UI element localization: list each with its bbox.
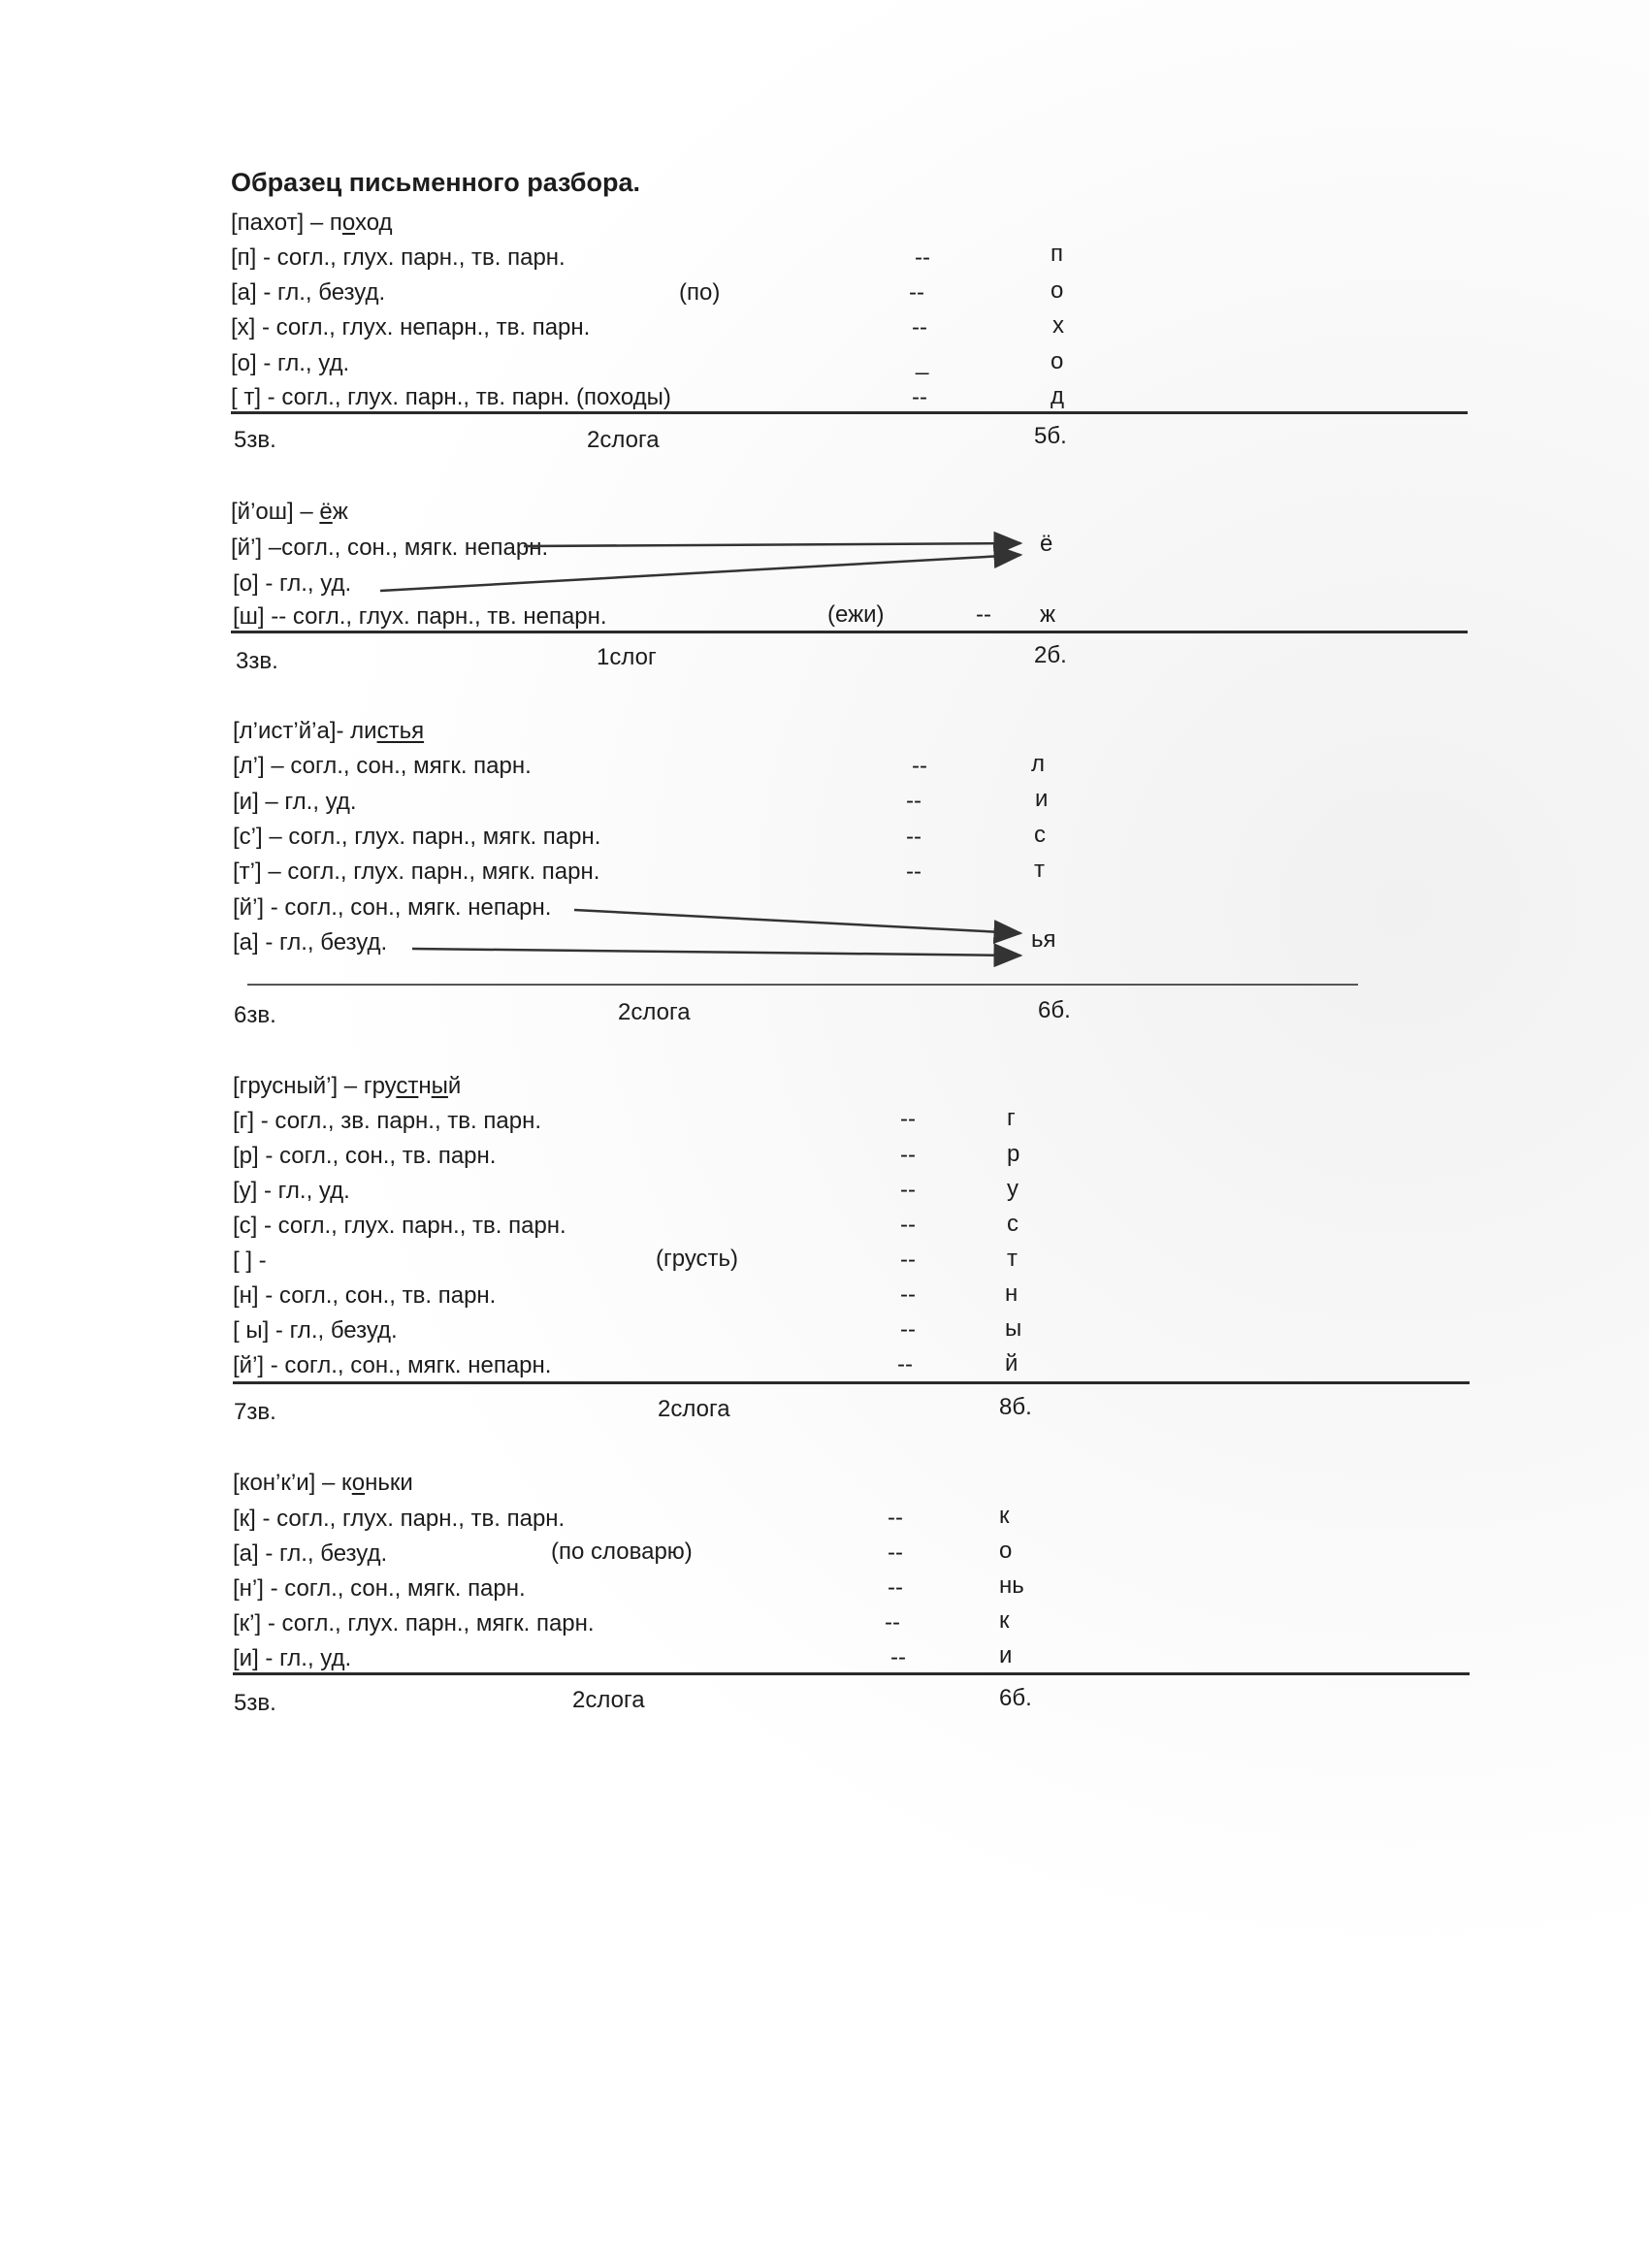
section-4-row-7-dash: -- <box>900 1316 916 1343</box>
section-3-letter-count: 6б. <box>1038 997 1071 1023</box>
section-5-row-4-sound: [к’] - согл., глух. парн., мягк. парн. <box>233 1610 595 1636</box>
section-1-transcription: [пахот] – <box>231 210 324 236</box>
section-5-row-2-sound: [а] - гл., безуд. <box>233 1540 388 1567</box>
section-4-row-4-dash: -- <box>900 1212 916 1238</box>
section-1-row-5-dash: -- <box>912 384 927 410</box>
section-4-row-6-dash: -- <box>900 1281 916 1308</box>
section-1-row-1-dash: -- <box>915 244 930 271</box>
section-4-row-2-sound: [р] - согл., сон., тв. парн. <box>233 1143 497 1169</box>
section-1-row-5-letter: д <box>1051 383 1065 409</box>
section-1-row-2-dash: -- <box>909 279 924 306</box>
section-3-row-1-dash: -- <box>912 753 927 779</box>
section-5-row-5-sound: [и] - гл., уд. <box>233 1645 352 1671</box>
section-5-row-5-letter: и <box>999 1642 1013 1669</box>
section-3-row-5-sound: [й’] - согл., сон., мягк. непарн. <box>233 894 552 921</box>
section-3-syllable-count: 2слога <box>618 999 691 1025</box>
section-5-row-2-dash: -- <box>888 1539 903 1566</box>
section-5-row-1-dash: -- <box>888 1505 903 1531</box>
section-4-letter-count: 8б. <box>999 1394 1032 1420</box>
section-3-row-1-sound: [л’] – согл., сон., мягк. парн. <box>233 753 532 779</box>
arrow-yo-2 <box>380 555 1020 591</box>
section-4-row-7-letter: ы <box>1005 1315 1022 1342</box>
section-5-syllable-count: 2слога <box>572 1687 645 1713</box>
section-1-letter-count: 5б. <box>1034 423 1067 449</box>
section-3-row-2-sound: [и] – гл., уд. <box>233 789 357 815</box>
section-4-row-6-sound: [н] - согл., сон., тв. парн. <box>233 1282 497 1309</box>
section-4-transcription: [грусный’] – <box>233 1073 358 1099</box>
section-3-row-1-letter: л <box>1031 751 1046 777</box>
section-1-row-5-sound: [ т] - согл., глух. парн., тв. парн. (походы) <box>231 384 671 410</box>
section-4-sound-count: 7зв. <box>234 1399 276 1425</box>
section-3-row-2-letter: и <box>1035 786 1049 812</box>
section-5-letter-count: 6б. <box>999 1685 1032 1711</box>
section-4-syllable-count: 2слога <box>658 1396 730 1422</box>
section-4-row-3-dash: -- <box>900 1177 916 1203</box>
page-title: Образец письменного разбора. <box>231 168 640 197</box>
section-5-row-4-dash: -- <box>885 1609 900 1636</box>
section-2-sound-count: 3зв. <box>236 648 278 674</box>
section-4-row-8-sound: [й’] - согл., сон., мягк. непарн. <box>233 1352 552 1378</box>
section-1-row-1-letter: п <box>1051 241 1063 267</box>
section-3-row-4-dash: -- <box>906 859 922 885</box>
section-3-row-4-sound: [т’] – согл., глух. парн., мягк. парн. <box>233 859 600 885</box>
section-1-word: поход <box>329 210 393 236</box>
section-5-row-1-letter: к <box>999 1503 1010 1529</box>
section-3-transcription: [л’ист’й’а]- <box>233 718 344 744</box>
section-1-row-1-sound: [п] - согл., глух. парн., тв. парн. <box>231 244 566 271</box>
section-4-row-5-sound: [ ] - <box>233 1247 267 1274</box>
section-1-syllable-count: 2слога <box>587 427 660 453</box>
section-3-row-4-letter: т <box>1034 857 1045 883</box>
section-4-row-1-letter: г <box>1007 1105 1016 1131</box>
section-4-row-3-sound: [у] - гл., уд. <box>233 1178 350 1204</box>
section-1-row-2-note: (по) <box>679 279 721 306</box>
section-4-row-5-letter: т <box>1007 1246 1018 1272</box>
section-4-row-3-letter: у <box>1007 1176 1018 1202</box>
section-4-row-2-letter: р <box>1007 1141 1020 1167</box>
section-2-row-3-dash: -- <box>976 601 991 628</box>
section-2-letter-count: 2б. <box>1034 642 1067 668</box>
section-3-row-3-sound: [с’] – согл., глух. парн., мягк. парн. <box>233 824 601 850</box>
section-5-row-1-sound: [к] - согл., глух. парн., тв. парн. <box>233 1506 566 1532</box>
section-4-row-4-sound: [с] - согл., глух. парн., тв. парн. <box>233 1213 566 1239</box>
section-5-row-5-dash: -- <box>890 1644 906 1670</box>
section-1-row-3-sound: [х] - согл., глух. непарн., тв. парн. <box>231 314 591 340</box>
section-2-row-3-note: (ежи) <box>827 601 885 628</box>
section-1-sound-count: 5зв. <box>234 427 276 453</box>
section-5-sound-count: 5зв. <box>234 1690 276 1716</box>
section-5-row-3-letter: нь <box>999 1572 1024 1599</box>
section-1-row-2-letter: о <box>1051 277 1064 304</box>
section-4-row-2-dash: -- <box>900 1142 916 1168</box>
section-1-row-2-sound: [а] - гл., безуд. <box>231 279 386 306</box>
section-3-row-6-letter: ья <box>1031 926 1056 953</box>
section-3-sound-count: 6зв. <box>234 1002 276 1028</box>
section-5-row-4-letter: к <box>999 1607 1010 1634</box>
section-5-row-2-letter: о <box>999 1538 1013 1564</box>
section-4-row-7-sound: [ ы] - гл., безуд. <box>233 1317 398 1344</box>
section-4-row-6-letter: н <box>1005 1280 1018 1307</box>
section-2-transcription: [й’ош] – <box>231 499 313 525</box>
section-4-row-8-letter: й <box>1005 1350 1018 1377</box>
section-4-row-8-dash: -- <box>897 1351 913 1377</box>
arrow-ya-1 <box>574 910 1020 933</box>
section-2-row-1-letter: ё <box>1040 531 1053 557</box>
section-5-transcription: [кон’к’и] – <box>233 1470 336 1496</box>
section-3-row-3-dash: -- <box>906 824 922 850</box>
section-5-row-3-sound: [н’] - согл., сон., мягк. парн. <box>233 1575 526 1602</box>
section-1-row-3-dash: -- <box>912 314 927 340</box>
section-5-word: коньки <box>340 1470 413 1496</box>
section-5-row-3-dash: -- <box>888 1574 903 1601</box>
section-1-row-4-dash: _ <box>916 349 929 375</box>
arrow-yo-1 <box>524 543 1020 546</box>
section-2-row-2-sound: [о] - гл., уд. <box>233 570 352 597</box>
section-2-syllable-count: 1слог <box>597 644 657 670</box>
section-3-row-2-dash: -- <box>906 788 922 814</box>
section-4-row-1-dash: -- <box>900 1106 916 1132</box>
section-3-row-6-sound: [а] - гл., безуд. <box>233 929 388 956</box>
section-4-row-5-note: (грусть) <box>656 1246 739 1272</box>
section-3-row-3-letter: с <box>1034 822 1046 848</box>
section-2-row-3-sound: [ш] -- согл., глух. парн., тв. непарн. <box>233 603 607 630</box>
section-2-row-1-sound: [й’] –согл., сон., мягк. непарн. <box>231 535 549 561</box>
arrow-ya-2 <box>412 949 1020 956</box>
section-4-row-5-dash: -- <box>900 1247 916 1273</box>
section-1-row-4-letter: о <box>1051 348 1064 374</box>
section-2-row-3-letter: ж <box>1040 601 1056 628</box>
section-4-word: грустный <box>363 1073 462 1099</box>
section-4-row-4-letter: с <box>1007 1211 1018 1237</box>
section-1-row-3-letter: х <box>1052 312 1064 339</box>
section-1-row-4-sound: [о] - гл., уд. <box>231 350 350 376</box>
section-3-word: листья <box>350 718 425 744</box>
section-5-row-2-note: (по словарю) <box>551 1539 693 1565</box>
section-4-row-1-sound: [г] - согл., зв. парн., тв. парн. <box>233 1108 541 1134</box>
section-2-word: ёж <box>319 499 348 525</box>
